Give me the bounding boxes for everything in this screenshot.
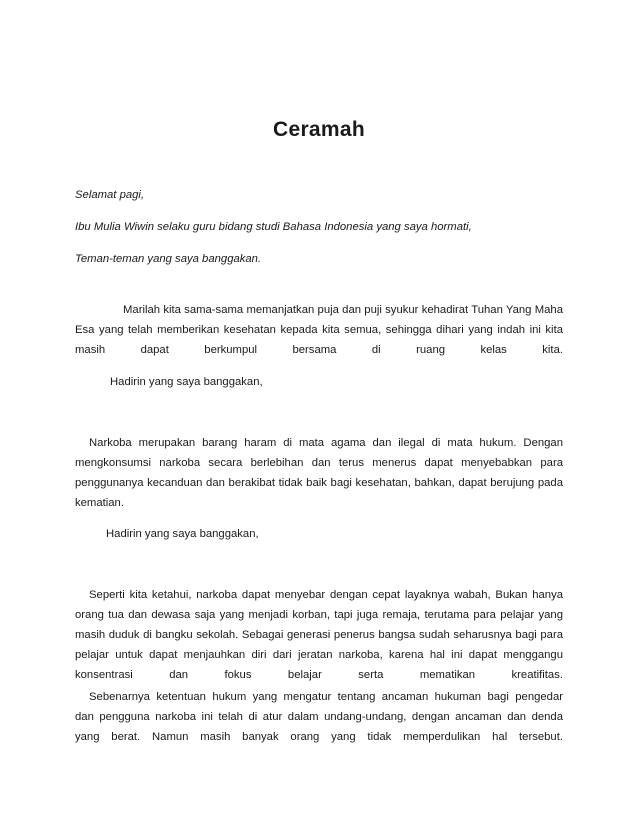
hadirin-heading: Hadirin yang saya banggakan, [106, 528, 259, 540]
text-line: orang tua dan dewasa saja yang menjadi korban, tapi juga remaja, terutama para pelajar yang [75, 609, 563, 621]
text-line: penggunanya kecanduan dan berakibat tidak baik bagi kesehatan, bahkan, dapat berujung pada [75, 477, 563, 489]
paragraph-generasi [75, 585, 563, 685]
text-line: Narkoba merupakan barang haram di mata agama dan ilegal di mata hukum. Dengan [89, 437, 563, 449]
text-line: Esa yang telah memberikan kesehatan kepada kita semua, sehingga dihari yang indah ini kita [75, 324, 563, 336]
text-line: konsentrasi dan fokus belajar serta mematikan kreatifitas. [75, 669, 563, 681]
text-line: Seperti kita ketahui, narkoba dapat menyebar dengan cepat layaknya wabah, Bukan hanya [89, 589, 563, 601]
hadirin-heading: Hadirin yang saya banggakan, [110, 376, 263, 388]
text-line: mengkonsumsi narkoba secara berlebihan dan terus menerus dapat menyebabkan para [75, 457, 563, 469]
text-line: Marilah kita sama-sama memanjatkan puja dan puji syukur kehadirat Tuhan Yang Maha [123, 304, 563, 316]
text-line: yang berat. Namun masih banyak orang yang tidak memperdulikan hal tersebut. [75, 731, 563, 743]
paragraph-hukum [75, 687, 563, 747]
paragraph-narkoba [75, 433, 563, 513]
page-title: Ceramah [273, 118, 365, 141]
greeting-line: Selamat pagi, [75, 189, 145, 201]
greeting-line: Teman-teman yang saya banggakan. [75, 253, 262, 265]
text-line: kematian. [75, 497, 124, 509]
text-line: pelajar untuk dapat menjauhkan diri dari jeratan narkoba, karena hal ini dapat menggangu [75, 649, 563, 661]
paragraph-opening [75, 300, 563, 360]
text-line: Sebenarnya ketentuan hukum yang mengatur tentang ancaman hukuman bagi pengedar [89, 691, 563, 703]
text-line: masih duduk di bangku sekolah. Sebagai generasi penerus bangsa sudah seharusnya bagi para [75, 629, 563, 641]
text-line: dan pengguna narkoba ini telah di atur dalam undang-undang, dengan ancaman dan denda [75, 711, 563, 723]
greeting-line: Ibu Mulia Wiwin selaku guru bidang studi Bahasa Indonesia yang saya hormati, [75, 221, 472, 233]
text-line: masih dapat berkumpul bersama di ruang kelas kita. [75, 344, 563, 356]
